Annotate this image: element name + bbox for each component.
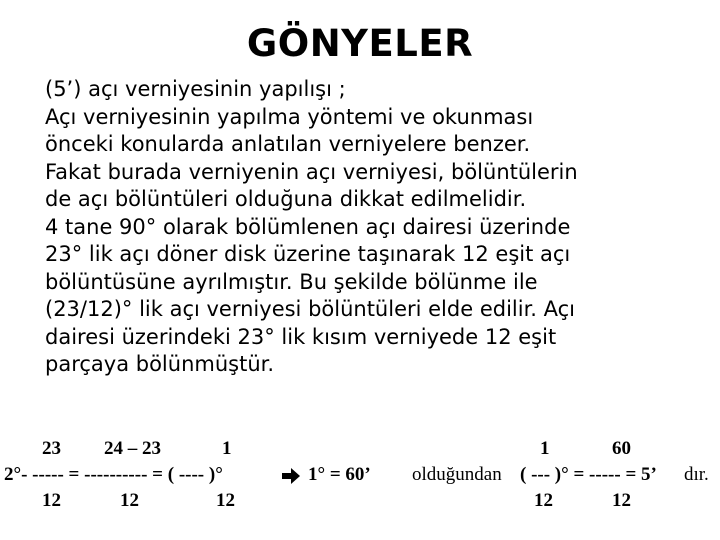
denominator: 12 bbox=[534, 490, 553, 511]
formula-word: olduğundan bbox=[412, 464, 502, 485]
formula-right: ( --- )° = ----- = 5’ bbox=[520, 464, 657, 485]
numerator: 1 bbox=[222, 438, 232, 459]
vernier-formula bbox=[0, 438, 720, 518]
text-line: (23/12)° lik açı verniyesi bölüntüleri elde edilir. Açı bbox=[45, 297, 576, 321]
text-line: 23° lik açı döner disk üzerine taşınarak 12 eşit açı bbox=[45, 242, 571, 266]
numerator: 23 bbox=[42, 438, 61, 459]
text-line: önceki konularda anlatılan verniyelere benzer. bbox=[45, 132, 531, 156]
body-text bbox=[45, 76, 713, 379]
text-line: bölüntüsüne ayrılmıştır. Bu şekilde bölünme ile bbox=[45, 269, 538, 294]
text-line: Fakat burada verniyenin açı verniyesi, bölüntülerin bbox=[45, 159, 578, 184]
denominator: 12 bbox=[42, 490, 61, 511]
denominator: 12 bbox=[120, 490, 139, 511]
formula-equation: 1° = 60’ bbox=[308, 464, 371, 485]
numerator: 1 bbox=[540, 438, 550, 459]
numerator: 24 – 23 bbox=[104, 438, 161, 459]
text-line: (5’) açı verniyesinin yapılışı ; bbox=[45, 77, 346, 101]
text-line: de açı bölüntüleri olduğuna dikkat edilmelidir. bbox=[45, 187, 527, 211]
numerator: 60 bbox=[612, 438, 631, 459]
formula-left: 2°- ----- = ---------- = ( ---- )° bbox=[4, 464, 223, 485]
arrow-right-icon bbox=[280, 466, 302, 486]
formula-suffix: dır. bbox=[684, 464, 709, 485]
text-line: Açı verniyesinin yapılma yöntemi ve okunması bbox=[45, 104, 534, 129]
denominator: 12 bbox=[612, 490, 631, 511]
text-line: dairesi üzerindeki 23° lik kısım verniyede 12 eşit bbox=[45, 324, 557, 349]
denominator: 12 bbox=[216, 490, 235, 511]
text-line: parçaya bölünmüştür. bbox=[45, 352, 275, 376]
text-line: 4 tane 90° olarak bölümlenen açı dairesi üzerinde bbox=[45, 214, 571, 239]
slide-title: GÖNYELER bbox=[246, 22, 474, 65]
